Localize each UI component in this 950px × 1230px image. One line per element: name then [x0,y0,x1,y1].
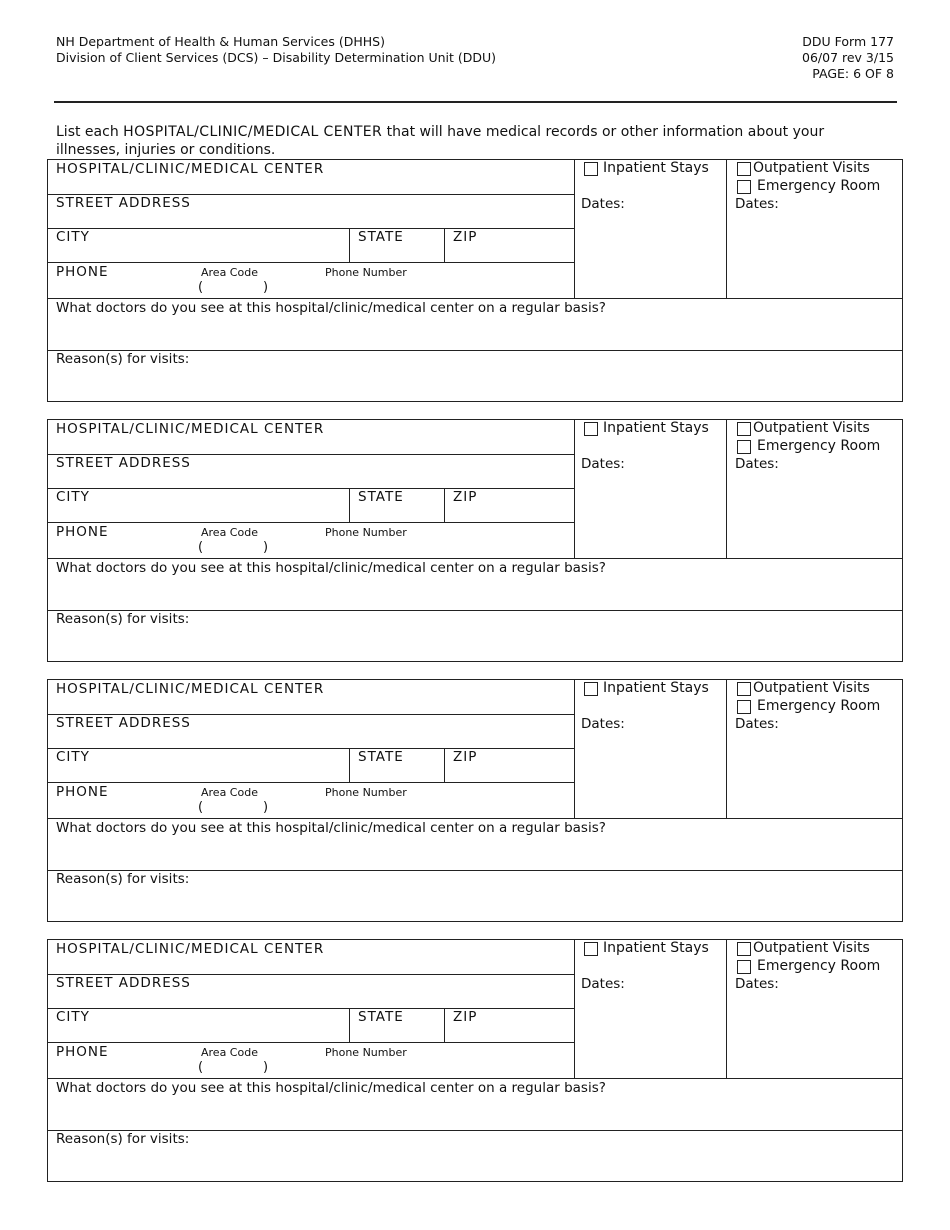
row-divider [48,228,574,229]
column-divider [349,748,350,782]
phone-field[interactable]: PHONE [56,264,109,280]
inpatient-label: Inpatient Stays [603,680,709,696]
hospital-name-field[interactable]: HOSPITAL/CLINIC/MEDICAL CENTER [56,421,325,437]
page-number: PAGE: 6 OF 8 [812,66,894,81]
hospital-name-field[interactable]: HOSPITAL/CLINIC/MEDICAL CENTER [56,941,325,957]
column-divider [574,940,575,1078]
state-field[interactable]: STATE [358,1009,404,1025]
outpatient-checkbox[interactable] [737,942,751,956]
header-rule [54,101,897,103]
area-code-close-paren: ) [263,1060,269,1075]
doctors-field[interactable]: What doctors do you see at this hospital/clinic/medical center on a regular basis? [56,1080,606,1096]
reasons-field[interactable]: Reason(s) for visits: [56,871,190,887]
row-divider [48,1042,574,1043]
hospital-block [47,939,903,1182]
emergency-label: Emergency Room [757,958,881,974]
column-divider [349,488,350,522]
hospital-block [47,419,903,662]
emergency-checkbox[interactable] [737,700,751,714]
reasons-field[interactable]: Reason(s) for visits: [56,351,190,367]
hospital-block [47,159,903,402]
outpatient-dates-field[interactable]: Dates: [735,196,779,212]
outpatient-label: Outpatient Visits [753,940,870,956]
instructions-highlight: HOSPITAL/CLINIC/MEDICAL CENTER [123,124,383,140]
zip-field[interactable]: ZIP [453,1009,478,1025]
row-divider [48,1008,574,1009]
city-field[interactable]: CITY [56,749,90,765]
inpatient-dates-field[interactable]: Dates: [581,716,625,732]
emergency-checkbox[interactable] [737,180,751,194]
area-code-open-paren: ( [198,1060,204,1075]
street-address-field[interactable]: STREET ADDRESS [56,715,191,731]
instructions [56,123,856,159]
area-code-open-paren: ( [198,540,204,555]
outpatient-dates-field[interactable]: Dates: [735,456,779,472]
doctors-field[interactable]: What doctors do you see at this hospital/clinic/medical center on a regular basis? [56,820,606,836]
phone-field[interactable]: PHONE [56,524,109,540]
outpatient-checkbox[interactable] [737,682,751,696]
instructions-after: that will have medical records or other information about your illnesses, injuries or conditions. [56,124,825,158]
area-code-open-paren: ( [198,280,204,295]
inpatient-checkbox[interactable] [584,682,598,696]
column-divider [444,748,445,782]
instructions-before: List each [56,124,124,140]
emergency-label: Emergency Room [757,178,881,194]
city-field[interactable]: CITY [56,489,90,505]
column-divider [444,1008,445,1042]
state-field[interactable]: STATE [358,749,404,765]
doctors-field[interactable]: What doctors do you see at this hospital/clinic/medical center on a regular basis? [56,300,606,316]
outpatient-checkbox[interactable] [737,162,751,176]
inpatient-label: Inpatient Stays [603,940,709,956]
emergency-label: Emergency Room [757,698,881,714]
doctors-field[interactable]: What doctors do you see at this hospital/clinic/medical center on a regular basis? [56,560,606,576]
street-address-field[interactable]: STREET ADDRESS [56,975,191,991]
row-divider [48,298,902,299]
reasons-field[interactable]: Reason(s) for visits: [56,1131,190,1147]
inpatient-checkbox[interactable] [584,162,598,176]
column-divider [444,228,445,262]
row-divider [48,1078,902,1079]
form-number: DDU Form 177 [802,34,894,49]
column-divider [349,228,350,262]
area-code-label: Area Code [201,1046,258,1059]
emergency-label: Emergency Room [757,438,881,454]
column-divider [349,1008,350,1042]
column-divider [574,160,575,298]
zip-field[interactable]: ZIP [453,489,478,505]
column-divider [444,488,445,522]
zip-field[interactable]: ZIP [453,229,478,245]
city-field[interactable]: CITY [56,1009,90,1025]
emergency-checkbox[interactable] [737,960,751,974]
phone-number-label: Phone Number [325,1046,407,1059]
inpatient-label: Inpatient Stays [603,420,709,436]
hospital-block [47,679,903,922]
row-divider [48,262,574,263]
row-divider [48,558,902,559]
hospital-name-field[interactable]: HOSPITAL/CLINIC/MEDICAL CENTER [56,681,325,697]
row-divider [48,748,574,749]
column-divider [574,680,575,818]
outpatient-label: Outpatient Visits [753,160,870,176]
phone-number-label: Phone Number [325,266,407,279]
outpatient-label: Outpatient Visits [753,680,870,696]
inpatient-dates-field[interactable]: Dates: [581,976,625,992]
street-address-field[interactable]: STREET ADDRESS [56,455,191,471]
phone-number-label: Phone Number [325,526,407,539]
street-address-field[interactable]: STREET ADDRESS [56,195,191,211]
column-divider [726,420,727,558]
area-code-label: Area Code [201,266,258,279]
column-divider [726,940,727,1078]
area-code-open-paren: ( [198,800,204,815]
row-divider [48,488,574,489]
header-form-info [802,34,894,82]
area-code-label: Area Code [201,526,258,539]
city-field[interactable]: CITY [56,229,90,245]
row-divider [48,782,574,783]
column-divider [726,160,727,298]
inpatient-dates-field[interactable]: Dates: [581,456,625,472]
outpatient-checkbox[interactable] [737,422,751,436]
row-divider [48,522,574,523]
form-revision: 06/07 rev 3/15 [802,50,894,65]
column-divider [574,420,575,558]
zip-field[interactable]: ZIP [453,749,478,765]
column-divider [726,680,727,818]
header-dept: NH Department of Health & Human Services (DHHS) [56,34,385,49]
header-agency [56,34,496,66]
inpatient-dates-field[interactable]: Dates: [581,196,625,212]
area-code-close-paren: ) [263,540,269,555]
area-code-label: Area Code [201,786,258,799]
outpatient-label: Outpatient Visits [753,420,870,436]
area-code-close-paren: ) [263,800,269,815]
inpatient-checkbox[interactable] [584,422,598,436]
area-code-close-paren: ) [263,280,269,295]
inpatient-label: Inpatient Stays [603,160,709,176]
hospital-name-field[interactable]: HOSPITAL/CLINIC/MEDICAL CENTER [56,161,325,177]
inpatient-checkbox[interactable] [584,942,598,956]
state-field[interactable]: STATE [358,229,404,245]
header-division: Division of Client Services (DCS) – Disability Determination Unit (DDU) [56,50,497,65]
outpatient-dates-field[interactable]: Dates: [735,976,779,992]
row-divider [48,818,902,819]
phone-field[interactable]: PHONE [56,784,109,800]
state-field[interactable]: STATE [358,489,404,505]
emergency-checkbox[interactable] [737,440,751,454]
outpatient-dates-field[interactable]: Dates: [735,716,779,732]
reasons-field[interactable]: Reason(s) for visits: [56,611,190,627]
phone-number-label: Phone Number [325,786,407,799]
phone-field[interactable]: PHONE [56,1044,109,1060]
